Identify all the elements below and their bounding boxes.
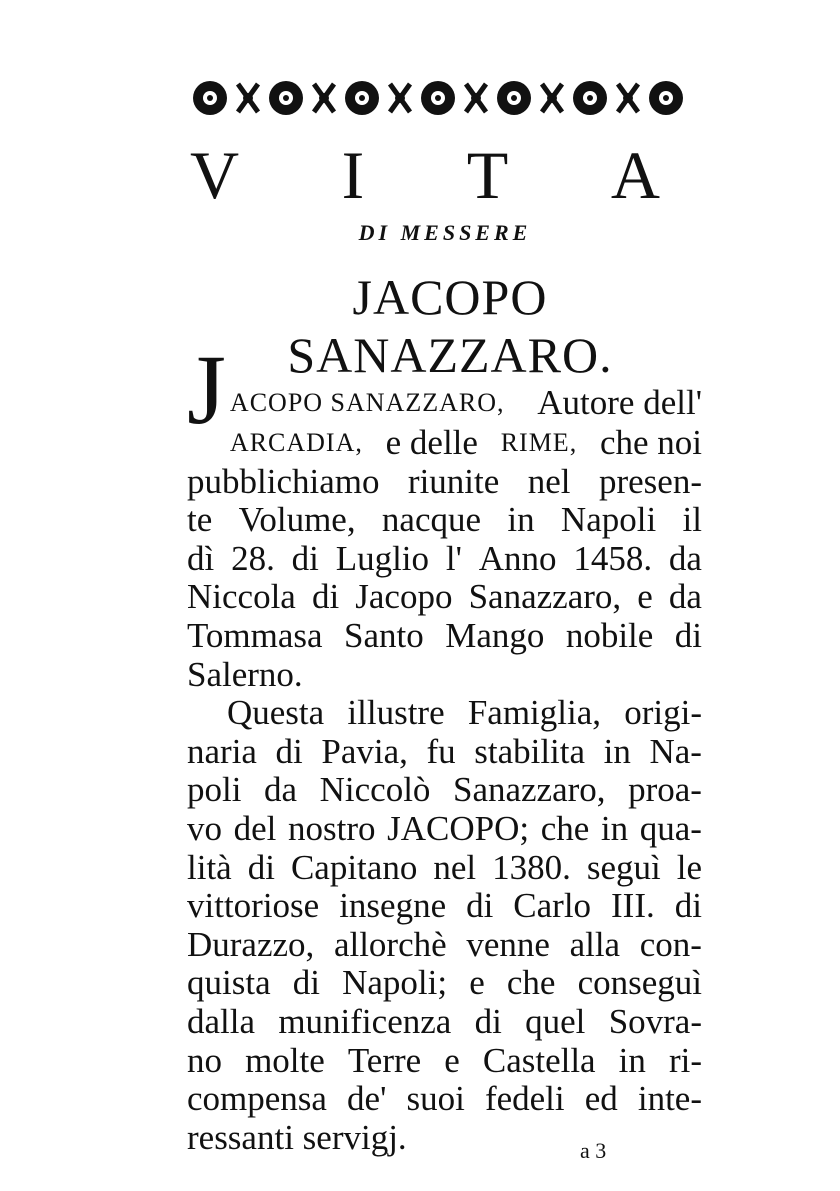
title-letter: T (466, 136, 509, 213)
text-line: ressanti servigj. (187, 1117, 407, 1157)
text-line: Tommasa Santo Mango nobile di (187, 615, 702, 655)
cross-icon (618, 84, 638, 112)
rosette-icon (193, 81, 227, 115)
text-line: naria di Pavia, fu stabilita in Na- (187, 731, 702, 771)
text-line: no molte Terre e Castella in ri- (187, 1040, 702, 1080)
text-line: dalla munificenza di quel Sovra- (187, 1001, 702, 1041)
cross-icon (238, 84, 258, 112)
signature-mark: a 3 (580, 1138, 607, 1163)
author-name-heading: JACOPO SANAZZARO. (287, 269, 613, 383)
text-line: vittoriose insegne di Carlo III. di (187, 886, 702, 926)
text-line: te Volume, nacque in Napoli il (187, 500, 702, 540)
rosette-icon (497, 81, 531, 115)
rosette-icon (269, 81, 303, 115)
text-line: Questa illustre Famiglia, origi- (227, 693, 702, 733)
text-line: Niccola di Jacopo Sanazzaro, e da (187, 577, 702, 617)
text-line: poli da Niccolò Sanazzaro, proa- (187, 770, 702, 810)
text-line: Durazzo, allorchè venne alla con- (187, 924, 702, 964)
title-letter: I (341, 136, 365, 213)
rosette-icon (421, 81, 455, 115)
drop-cap: J (187, 334, 226, 445)
rosette-icon (649, 81, 683, 115)
subtitle: DI MESSERE (358, 220, 532, 245)
body-text (187, 334, 702, 1157)
text-line: compensa de' suoi fedeli ed inte- (187, 1079, 702, 1119)
cross-icon (314, 84, 334, 112)
page-title (190, 135, 660, 215)
title-letter: A (610, 136, 660, 213)
text-line: dì 28. di Luglio l' Anno 1458. da (187, 538, 702, 578)
cross-icon (466, 84, 486, 112)
rosette-icon (345, 81, 379, 115)
text-line: Salerno. (187, 654, 303, 694)
text-line: ARCADIA, e delle RIME, che noi (229, 423, 702, 462)
text-line: vo del nostro JACOPO; che in qua- (187, 808, 702, 848)
cross-icon (542, 84, 562, 112)
rosette-icon (573, 81, 607, 115)
title-letter: V (190, 136, 240, 213)
text-line: ACOPO SANAZZARO, Autore dell' (229, 383, 702, 422)
ornament-band (188, 76, 700, 120)
text-line: pubblichiamo riunite nel presen- (187, 461, 702, 501)
text-line: lità di Capitano nel 1380. seguì le (187, 847, 702, 887)
cross-icon (390, 84, 410, 112)
text-line: quista di Napoli; e che conseguì (187, 963, 702, 1003)
